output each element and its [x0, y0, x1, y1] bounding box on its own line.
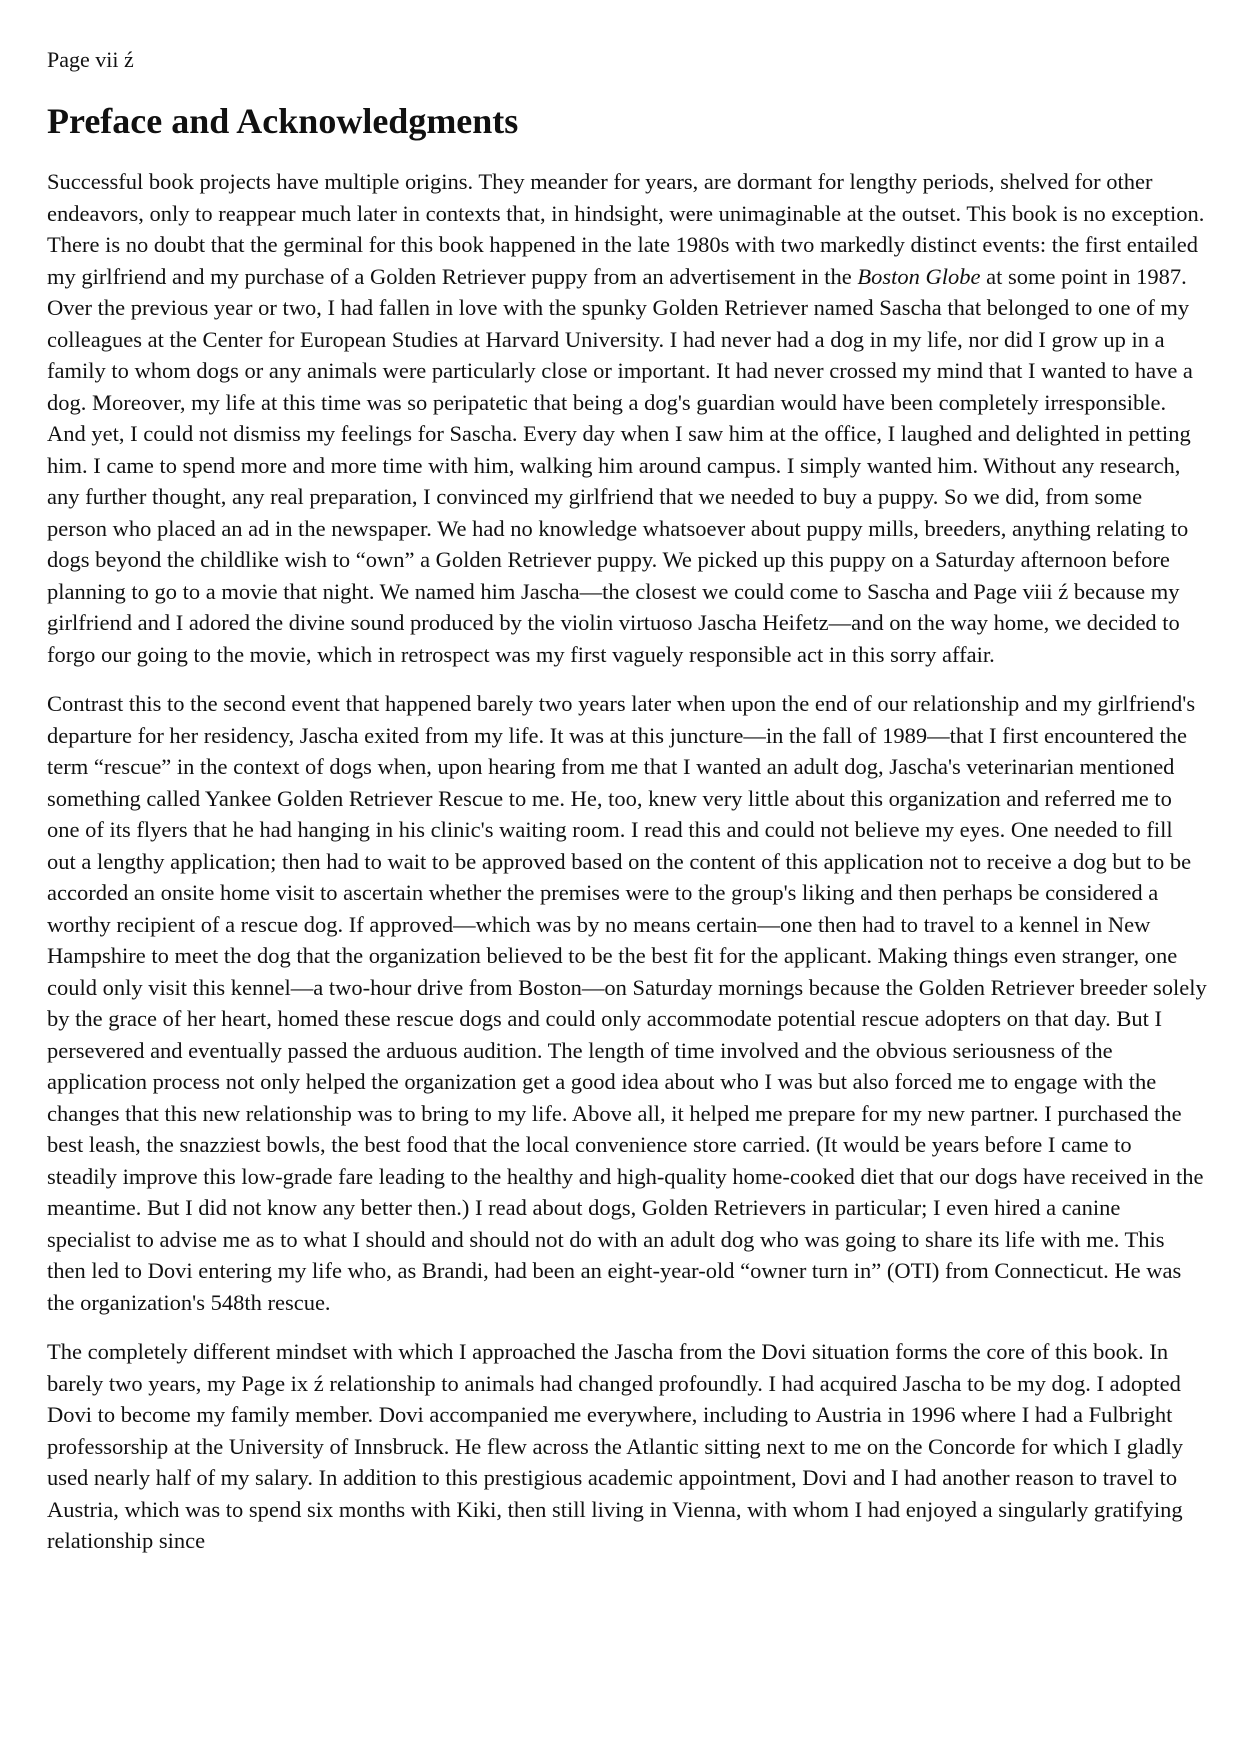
- page-number-label: Page vii ź: [47, 47, 134, 72]
- chapter-title: Preface and Acknowledgments: [47, 101, 519, 141]
- publication-title-italic: Boston Globe: [857, 263, 981, 289]
- paragraph-1-text-a: Successful book projects have multiple origins. They meander for years, are dormant for lengthy periods, shelved for other endeavors, only to reappear much later in contexts that, in hindsight, were unimaginable at the outset. This book is no exception. There is no doubt that the germinal for this book happened in the late 1980s with two markedly distinct events: the first entailed my girlfriend and my purchase of a Golden Retriever puppy from an advertisement in the: [47, 169, 1205, 289]
- paragraph-1: [47, 166, 1207, 670]
- document-page: [47, 0, 1207, 1557]
- paragraph-2: Contrast this to the second event that happened barely two years later when upon the end of our relationship and my girlfriend's departure for her residency, Jascha exited from my life. It was at this juncture—in the fall of 1989—that I first encountered the term “rescue” in the context of dogs when, upon hearing from me that I wanted an adult dog, Jascha's veterinarian mentioned something called Yankee Golden Retriever Rescue to me. He, too, knew very little about this organization and referred me to one of its flyers that he had hanging in his clinic's waiting room. I read this and could not believe my eyes. One needed to fill out a lengthy application; then had to wait to be approved based on the content of this application not to receive a dog but to be accorded an onsite home visit to ascertain whether the premises were to the group's liking and then perhaps be considered a worthy recipient of a rescue dog. If approved—which was by no means certain—one then had to travel to a kennel in New Hampshire to meet the dog that the organization believed to be the best fit for the applicant. Making things even stranger, one could only visit this kennel—a two-hour drive from Boston—on Saturday mornings because the Golden Retriever breeder solely by the grace of her heart, homed these rescue dogs and could only accommodate potential rescue adopters on that day. But I persevered and eventually passed the arduous audition. The length of time involved and the obvious seriousness of the application process not only helped the organization get a good idea about who I was but also forced me to engage with the changes that this new relationship was to bring to my life. Above all, it helped me prepare for my new partner. I purchased the best leash, the snazziest bowls, the best food that the local convenience store carried. (It would be years before I came to steadily improve this low-grade fare leading to the healthy and high-quality home-cooked diet that our dogs have received in the meantime. But I did not know any better then.) I read about dogs, Golden Retrievers in particular; I even hired a canine specialist to advise me as to what I should and should not do with an adult dog who was going to share its life with me. This then led to Dovi entering my life who, as Brandi, had been an eight-year-old “owner turn in” (OTI) from Connecticut. He was the organization's 548th rescue.: [47, 691, 1207, 1315]
- paragraph-3: The completely different mindset with which I approached the Jascha from the Dovi situation forms the core of this book. In barely two years, my Page ix ź relationship to animals had changed profoundly. I had acquired Jascha to be my dog. I adopted Dovi to become my family member. Dovi accompanied me everywhere, including to Austria in 1996 where I had a Fulbright professorship at the University of Innsbruck. He flew across the Atlantic sitting next to me on the Concorde for which I gladly used nearly half of my salary. In addition to this prestigious academic appointment, Dovi and I had another reason to travel to Austria, which was to spend six months with Kiki, then still living in Vienna, with whom I had enjoyed a singularly gratifying relationship since: [47, 1339, 1183, 1553]
- paragraph-1-text-b: at some point in 1987. Over the previous year or two, I had fallen in love with the spunky Golden Retriever named Sascha that belonged to one of my colleagues at the Center for European Studies at Harvard University. I had never had a dog in my life, nor did I grow up in a family to whom dogs or any animals were particularly close or important. It had never crossed my mind that I wanted to have a dog. Moreover, my life at this time was so peripatetic that being a dog's guardian would have been completely irresponsible. And yet, I could not dismiss my feelings for Sascha. Every day when I saw him at the office, I laughed and delighted in petting him. I came to spend more and more time with him, walking him around campus. I simply wanted him. Without any research, any further thought, any real preparation, I convinced my girlfriend that we needed to buy a puppy. So we did, from some person who placed an ad in the newspaper. We had no knowledge whatsoever about puppy mills, breeders, anything relating to dogs beyond the childlike wish to “own” a Golden Retriever puppy. We picked up this puppy on a Saturday afternoon before planning to go to a movie that night. We named him Jascha—the closest we could come to Sascha and Page viii ź because my girlfriend and I adored the divine sound produced by the violin virtuoso Jascha Heifetz—and on the way home, we decided to forgo our going to the movie, which in retrospect was my first vaguely responsible act in this sorry affair.: [47, 263, 1193, 667]
